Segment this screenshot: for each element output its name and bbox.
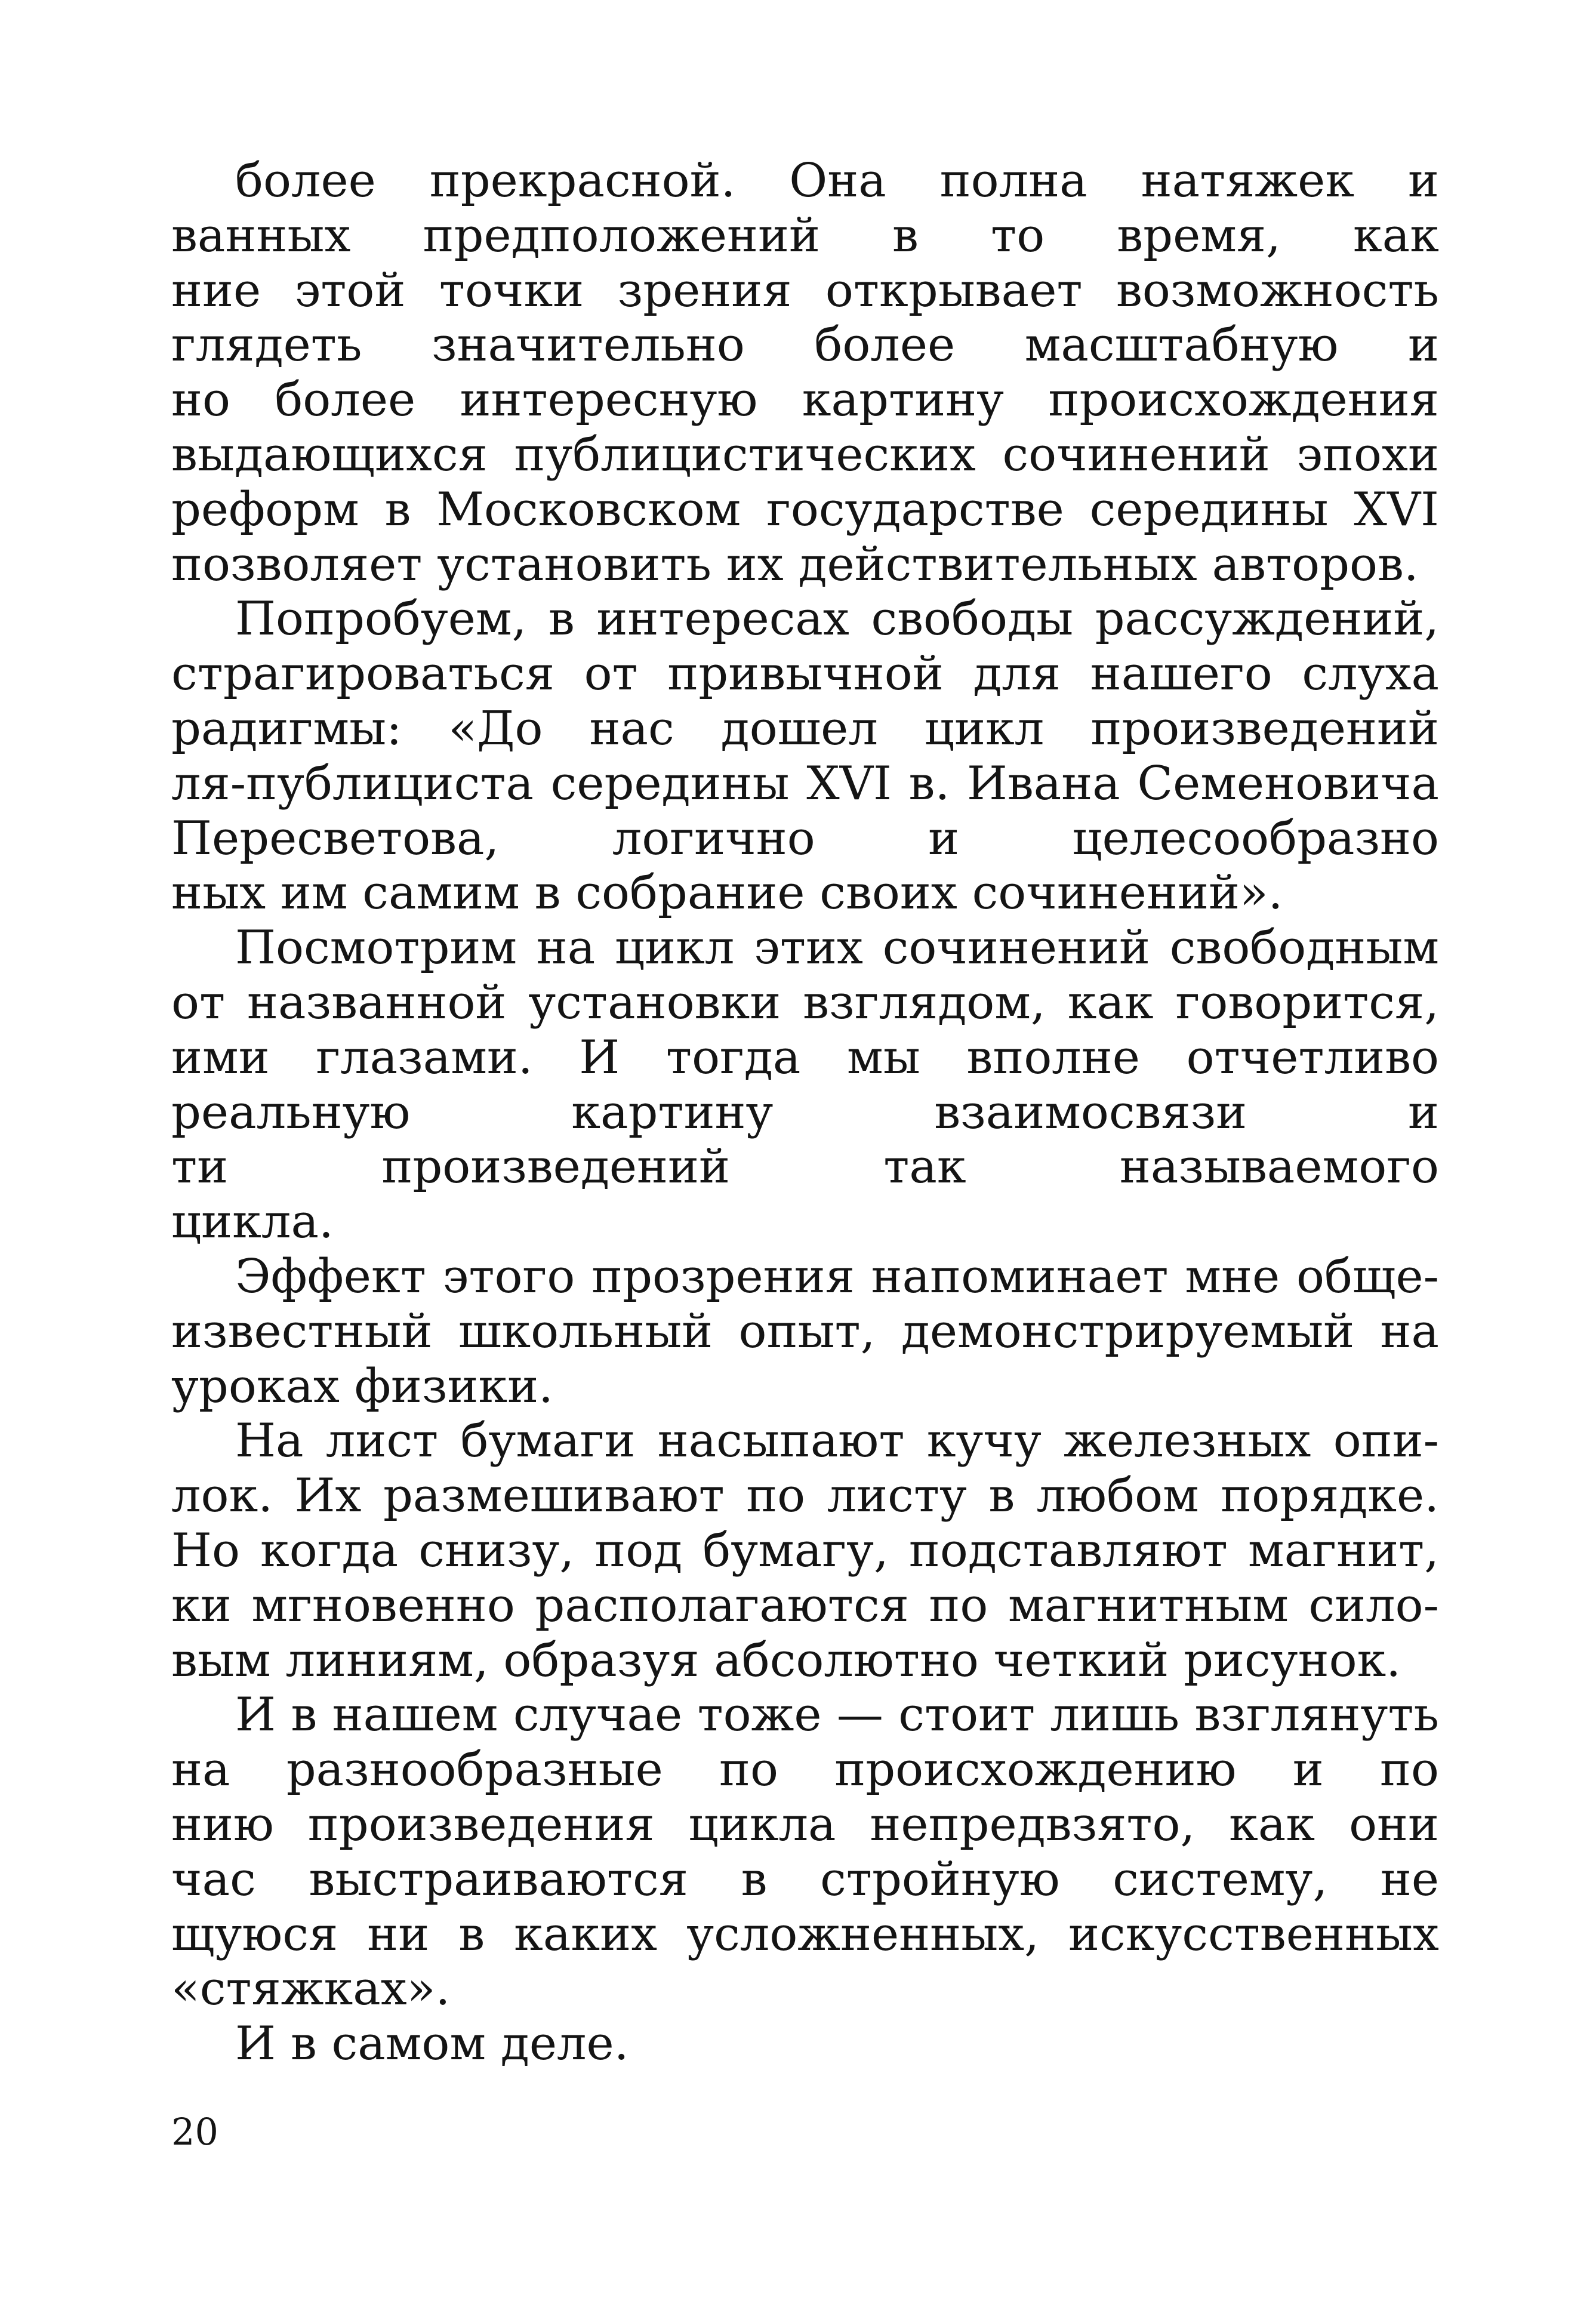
text-line: лок. Их размешивают по листу в любом порядке. (171, 1469, 1439, 1523)
text-line: цикла. (171, 1195, 334, 1249)
text-line: ля-публициста середины XVI в. Ивана Семеновича (171, 756, 1439, 811)
text-line: ние этой точки зрения открывает возможность (171, 263, 1439, 318)
text-line: ванных предположений в то время, как (171, 208, 1439, 263)
text-line: час выстраиваются в стройную систему, не (171, 1852, 1439, 1906)
paragraph (171, 154, 1439, 592)
text-line: Эффект этого прозрения напоминает мне обще- (235, 1249, 1439, 1304)
text-line: ти произведений так называемого (171, 1140, 1439, 1194)
text-line: уроках физики. (171, 1359, 553, 1413)
text-line: щуюся ни в каких усложненных, искусственных (171, 1907, 1439, 1961)
text-line: радигмы: «До нас дошел цикл произведений (171, 701, 1439, 756)
text-line: ных им самим в собрание своих сочинений». (171, 866, 1283, 920)
text-line: более прекрасной. Она полна натяжек и (235, 154, 1439, 208)
text-line: На лист бумаги насыпают кучу железных опи- (235, 1414, 1439, 1468)
paragraph (171, 1414, 1439, 1688)
text-line: «стяжках». (171, 1962, 451, 2016)
text-line: Попробуем, в интересах свободы рассуждений, (235, 592, 1439, 646)
text-line: позволяет установить их действительных авторов. (171, 537, 1419, 592)
text-line: ки мгновенно располагаются по магнитным сило- (171, 1578, 1439, 1632)
text-line: вым линиям, образуя абсолютно четкий рисунок. (171, 1633, 1401, 1687)
text-line: на разнообразные по происхождению и по (171, 1743, 1439, 1797)
text-line: Пересветова, логично и целесообразно (171, 811, 1439, 865)
paragraph (171, 1688, 1439, 2017)
text-line: И в самом деле. (235, 2017, 629, 2071)
text-line: нию произведения цикла непредвзято, как они (171, 1797, 1439, 1852)
text-line: реформ в Московском государстве середины XVI (171, 482, 1439, 537)
text-line: но более интересную картину происхождения (171, 373, 1439, 427)
text-line: ими глазами. И тогда мы вполне отчетливо (171, 1030, 1439, 1085)
text-line: от названной установки взглядом, как говорится, (171, 975, 1439, 1030)
paragraph (171, 1250, 1439, 1414)
text-line: реальную картину взаимосвязи и (171, 1085, 1439, 1139)
text-line: И в нашем случае тоже — стоит лишь взглянуть (235, 1688, 1439, 1742)
text-line: глядеть значительно более масштабную и (171, 318, 1439, 372)
text-line: Но когда снизу, под бумагу, подставляют магнит, (171, 1523, 1439, 1578)
text-line: известный школьный опыт, демонстрируемый на (171, 1304, 1439, 1359)
paragraph (171, 921, 1439, 1250)
text-line: выдающихся публицистических сочинений эпохи (171, 427, 1439, 482)
text-line: Посмотрим на цикл этих сочинений свободным (235, 921, 1439, 975)
paragraph (171, 592, 1439, 921)
page-number: 20 (171, 2110, 218, 2154)
body-text (171, 154, 1439, 2072)
text-line: страгироваться от привычной для нашего слуха (171, 647, 1439, 701)
paragraph (171, 2017, 1439, 2072)
